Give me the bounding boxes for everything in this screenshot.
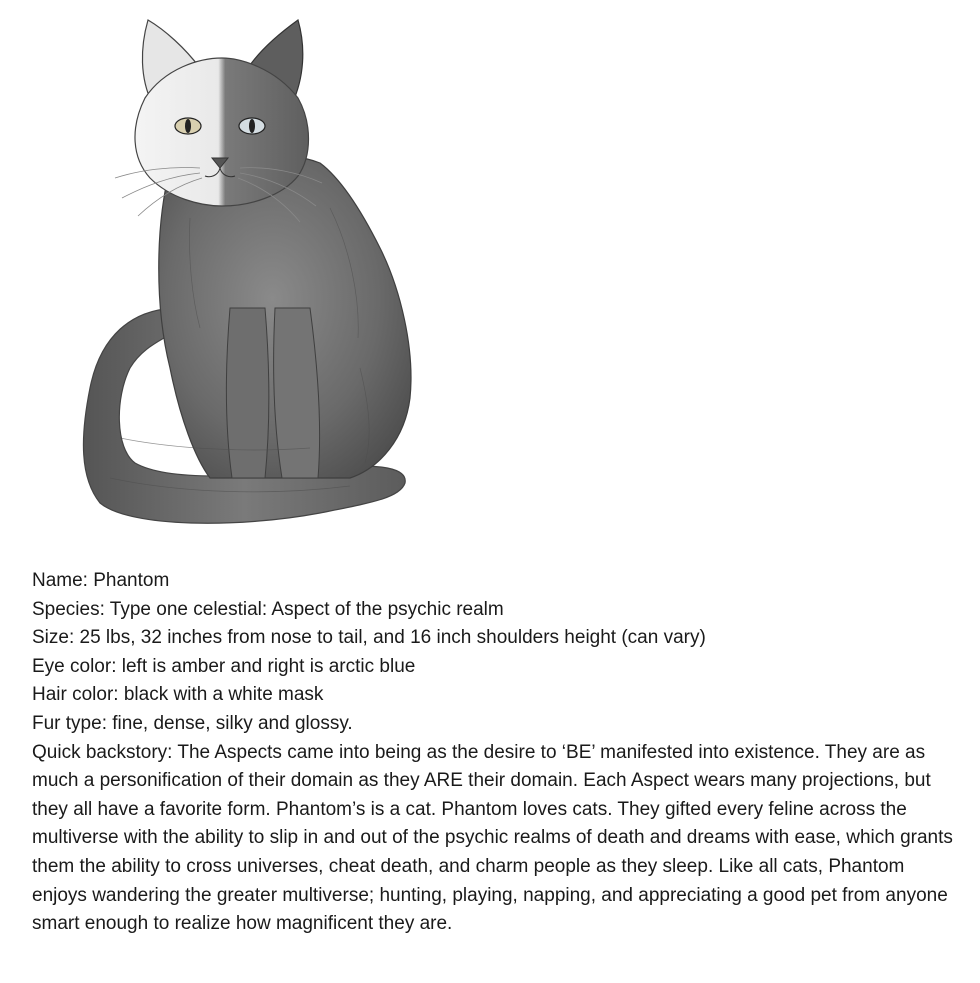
character-profile [32, 567, 962, 939]
fur-type-line: Fur type: fine, dense, silky and glossy. [32, 712, 353, 734]
cat-illustration [60, 8, 450, 548]
hair-color-line: Hair color: black with a white mask [32, 684, 324, 706]
phantom-cat-drawing [60, 8, 450, 548]
cat-front-leg-left [226, 308, 268, 478]
backstory-paragraph: Quick backstory: The Aspects came into being as the desire to ‘BE’ manifested into existence. They are as much a personification of their domain as they ARE their domain. Each Aspect wears many projections, but they all have a favorite form. Phantom’s is a cat. Phantom loves cats. They gifted every feline across the multiverse with the ability to slip in and out of the psychic realms of death and dreams with ease, which grants them the ability to cross universes, cheat death, and charm people as they sleep. Like all cats, Phantom enjoys wandering the greater multiverse; hunting, playing, napping, and appreciating a good pet from anyone smart enough to realize how magnificent they are. [32, 741, 953, 935]
cat-pupil-left [185, 119, 191, 133]
size-line: Size: 25 lbs, 32 inches from nose to tail, and 16 inch shoulders height (can vary) [32, 627, 706, 649]
species-line: Species: Type one celestial: Aspect of the psychic realm [32, 598, 504, 620]
name-line: Name: Phantom [32, 570, 170, 591]
cat-front-leg-right [274, 308, 320, 478]
cat-pupil-right [249, 119, 255, 133]
eye-color-line: Eye color: left is amber and right is arctic blue [32, 655, 416, 677]
